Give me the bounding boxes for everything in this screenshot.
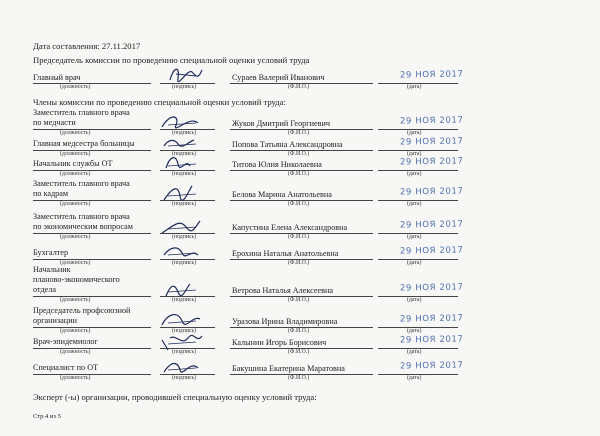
caption-signature: (подпись) [172,201,197,207]
chairman-fio: Сураев Валерий Иванович [232,73,325,82]
member-fio: Бакушина Екатерина Маратовна [232,364,345,373]
underline [33,374,151,375]
caption-fio: (Ф.И.О.) [288,297,310,303]
caption-date: (дата) [407,151,422,157]
caption-position: (должность) [60,328,91,334]
member-position-line: планово-экономического [33,275,120,284]
member-signature [160,241,208,265]
caption-signature: (подпись) [172,130,197,136]
member-position-line: Председатель профсоюзной [33,306,131,315]
member-signature [160,152,208,176]
underline [33,150,151,151]
member-date-stamp: 29 НОЯ 2017 [399,156,464,168]
underline [33,129,151,130]
member-date-stamp: 29 НОЯ 2017 [399,313,464,325]
expert-heading: Эксперт (-ы) организации, проводившей специальную оценку условий труда: [33,392,317,402]
caption-fio: (Ф.И.О.) [288,349,310,355]
member-signature [160,278,208,302]
underline [33,296,151,297]
member-date-stamp: 29 НОЯ 2017 [399,115,464,127]
caption-signature: (подпись) [172,84,197,90]
member-fio: Капустина Елена Александровна [232,223,348,232]
underline [33,327,151,328]
member-position [33,265,120,295]
member-date-stamp: 29 НОЯ 2017 [399,186,464,198]
caption-position: (должность) [60,234,91,240]
underline [33,200,151,201]
member-date-stamp: 29 НОЯ 2017 [399,219,464,231]
member-signature [160,215,208,239]
member-date-stamp: 29 НОЯ 2017 [399,360,464,372]
caption-date: (дата) [407,297,422,303]
chairman-date-stamp: 29 НОЯ 2017 [399,69,464,81]
member-position [33,179,130,199]
member-position-line: Начальник [33,265,71,274]
caption-signature: (подпись) [172,349,197,355]
caption-date: (дата) [407,171,422,177]
caption-position: (должность) [60,171,91,177]
caption-signature: (подпись) [172,375,197,381]
member-position [33,159,113,169]
chairman-heading: Председатель комиссии по проведению специальной оценки условий труда [33,55,310,65]
date-line: Дата составления: 27.11.2017 [33,41,141,51]
chairman-signature [166,62,206,86]
member-signature [160,356,208,380]
member-position-line: Главная медсестра больницы [33,139,135,148]
member-position-line: Заместитель главного врача [33,179,130,188]
caption-date: (дата) [407,260,422,266]
member-position [33,212,133,232]
member-fio: Жуков Дмитрий Георгиевич [232,119,330,128]
page-footer: Стр.4 из 5 [33,413,61,420]
caption-signature: (подпись) [172,171,197,177]
member-fio: Ветрова Наталья Алексеевна [232,286,334,295]
members-heading: Члены комиссии по проведению специальной оценки условий труда: [33,97,286,107]
caption-date: (дата) [407,234,422,240]
caption-position: (должность) [60,349,91,355]
member-position-line: Врач-эпидемиолог [33,337,98,346]
member-date-stamp: 29 НОЯ 2017 [399,282,464,294]
member-signature [160,330,208,354]
underline [33,259,151,260]
member-position-line: Специалист по ОТ [33,363,99,372]
member-fio: Попова Татьяна Александровна [232,140,343,149]
caption-signature: (подпись) [172,260,197,266]
caption-position: (должность) [60,260,91,266]
member-date-stamp: 29 НОЯ 2017 [399,136,464,148]
caption-fio: (Ф.И.О.) [288,130,310,136]
member-fio: Белова Марина Анатольевна [232,190,332,199]
member-position-line: отдела [33,285,56,294]
member-position [33,363,98,373]
caption-position: (должность) [60,375,91,381]
member-fio: Уразова Ирина Владимировна [232,317,338,326]
caption-position: (должность) [60,130,91,136]
underline [33,233,151,234]
caption-date: (дата) [407,201,422,207]
member-position-line: по кадрам [33,189,69,198]
caption-position: (должность) [60,84,91,90]
caption-date: (дата) [407,349,422,355]
caption-fio: (Ф.И.О.) [288,375,310,381]
member-position-line: Бухгалтер [33,248,69,257]
member-position-line: по экономическим вопросам [33,222,133,231]
caption-fio: (Ф.И.О.) [288,260,310,266]
member-position [33,108,130,128]
member-position-line: Заместитель главного врача [33,108,130,117]
caption-position: (должность) [60,151,91,157]
caption-date: (дата) [407,328,422,334]
member-position-line: Заместитель главного врача [33,212,130,221]
caption-signature: (подпись) [172,151,197,157]
underline [33,170,151,171]
caption-fio: (Ф.И.О.) [288,328,310,334]
caption-fio: (Ф.И.О.) [288,171,310,177]
caption-signature: (подпись) [172,328,197,334]
caption-position: (должность) [60,297,91,303]
caption-date: (дата) [407,375,422,381]
member-position-line: по медчасти [33,118,76,127]
caption-date: (дата) [407,84,422,90]
member-position [33,306,130,326]
member-date-stamp: 29 НОЯ 2017 [399,245,464,257]
member-position [33,139,135,149]
member-fio: Калынин Игорь Борисович [232,338,327,347]
caption-fio: (Ф.И.О.) [288,234,310,240]
member-position-line: Начальник службы ОТ [33,159,113,168]
underline [33,348,151,349]
member-signature [160,182,208,206]
caption-position: (должность) [60,201,91,207]
member-date-stamp: 29 НОЯ 2017 [399,334,464,346]
caption-fio: (Ф.И.О.) [288,151,310,157]
caption-fio: (Ф.И.О.) [288,201,310,207]
member-position-line: организации [33,316,77,325]
member-fio: Ерохина Наталья Анатольевна [232,249,339,258]
member-position [33,248,68,258]
caption-signature: (подпись) [172,234,197,240]
caption-fio: (Ф.И.О.) [288,84,310,90]
member-fio: Титова Юлия Николаевна [232,160,322,169]
chairman-position: Главный врач [33,73,81,82]
caption-signature: (подпись) [172,297,197,303]
member-position [33,337,98,347]
caption-date: (дата) [407,130,422,136]
